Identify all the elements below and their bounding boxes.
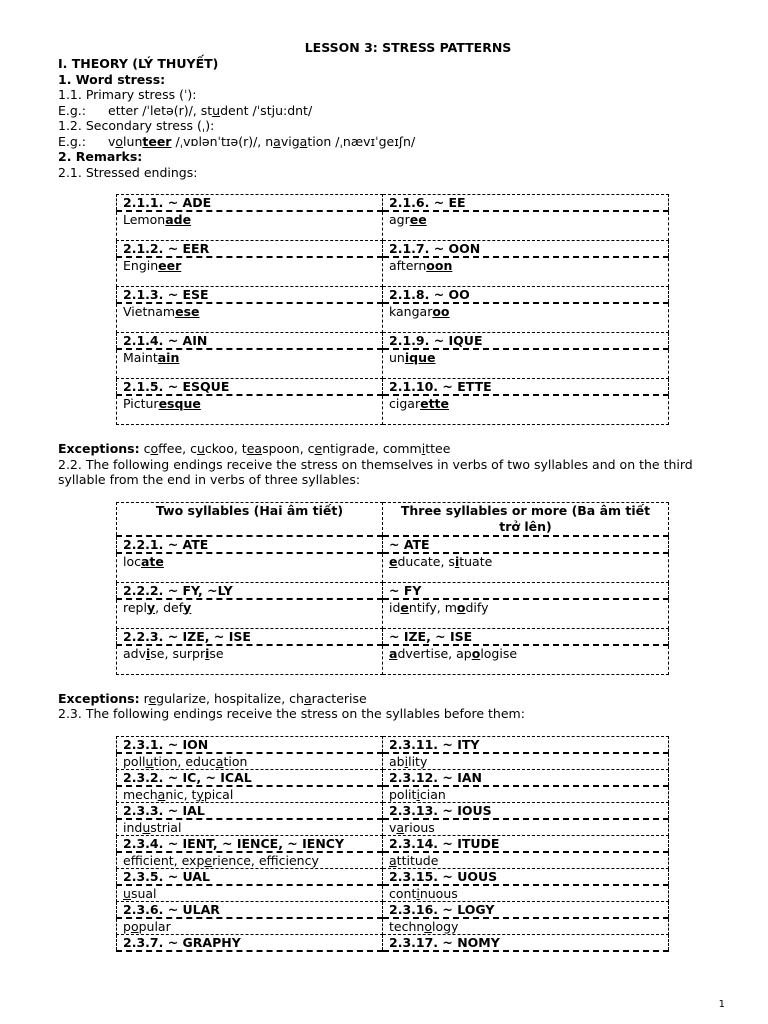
- table-header-row: [117, 868, 669, 885]
- lesson-title: LESSON 3: STRESS PATTERNS: [304, 40, 512, 55]
- text-segment: ntify, m: [408, 599, 457, 615]
- text-segment: ette: [420, 396, 449, 411]
- table-header-row: [117, 379, 669, 396]
- text-segment: i: [205, 645, 210, 661]
- text-segment: o: [456, 599, 466, 615]
- ending-heading: ~ ATE: [383, 536, 669, 553]
- text-segment: a: [303, 690, 312, 706]
- text-segment: loc: [123, 553, 141, 569]
- text-segment: i: [404, 753, 409, 769]
- text-segment: nuous: [419, 885, 458, 901]
- table-example-row: [117, 645, 669, 675]
- text-segment: ade: [165, 212, 192, 227]
- text-segment: u: [145, 753, 154, 769]
- text-segment: ducate, s: [397, 553, 455, 569]
- paragraph-2-2-line1: 2.2. The following endings receive the stress on themselves in verbs of two syllables and on the third: [58, 456, 693, 472]
- example-word: [383, 211, 669, 241]
- text-segment: u: [196, 441, 205, 456]
- secondary-stress-label: 1.2. Secondary stress (ˌ):: [58, 118, 215, 133]
- exceptions-1: [58, 441, 718, 457]
- exceptions-1-text: [140, 441, 451, 456]
- ending-heading: 2.3.2. ~ IC, ~ ICAL: [117, 769, 383, 786]
- text-segment: ea: [246, 441, 263, 456]
- example-word: [117, 349, 383, 379]
- table-header-row: [117, 628, 669, 645]
- text-segment: a: [215, 753, 224, 769]
- text-segment: e: [204, 852, 213, 868]
- text-segment: racterise: [311, 690, 367, 706]
- text-segment: Pictur: [123, 396, 159, 411]
- text-segment: se, surpr: [150, 645, 206, 661]
- text-segment: logise: [480, 645, 518, 661]
- table-header-row: [117, 736, 669, 753]
- text-segment: tter /ˈletə(r)/, st: [115, 102, 213, 118]
- text-segment: techn: [389, 918, 425, 934]
- example-word: [383, 819, 669, 836]
- ending-heading: 2.1.4. ~ AIN: [117, 333, 383, 350]
- text-segment: polit: [389, 786, 417, 802]
- table-header-row: [117, 901, 669, 918]
- text-segment: o: [150, 441, 159, 456]
- text-segment: v: [389, 819, 397, 835]
- text-segment: tion /ˌnævɪˈgeɪʃn/: [307, 133, 416, 149]
- table-example-row: [117, 885, 669, 902]
- text-segment: i: [454, 553, 460, 569]
- ending-heading: 2.3.6. ~ ULAR: [117, 901, 383, 918]
- text-segment: a: [299, 133, 308, 149]
- text-segment: se: [209, 645, 224, 661]
- ending-heading: 2.3.16. ~ LOGY: [383, 901, 669, 918]
- text-segment: u: [142, 819, 151, 835]
- table-example-row: [117, 257, 669, 287]
- remarks-heading: 2. Remarks:: [58, 149, 143, 164]
- text-segment: strial: [150, 819, 182, 835]
- text-segment: poll: [123, 753, 146, 769]
- text-segment: pical: [203, 786, 234, 802]
- ending-heading: 2.3.14. ~ ITUDE: [383, 835, 669, 852]
- ending-heading: ~ FY: [383, 582, 669, 599]
- table-header-row: [117, 934, 669, 951]
- example-word: [117, 303, 383, 333]
- text-segment: Vietnam: [123, 304, 176, 319]
- table-example-row: [117, 599, 669, 629]
- example-word: [383, 257, 669, 287]
- ending-heading: 2.1.2. ~ EER: [117, 241, 383, 258]
- text-segment: tuate: [459, 553, 493, 569]
- col-head-two-syllables: Two syllables (Hai âm tiết): [117, 502, 383, 536]
- text-segment: ese: [175, 304, 200, 319]
- table-header-row: [117, 536, 669, 553]
- text-segment: cian: [419, 786, 446, 802]
- ending-heading: 2.1.1. ~ ADE: [117, 195, 383, 212]
- ending-heading: 2.1.8. ~ OO: [383, 287, 669, 304]
- ending-heading: 2.3.5. ~ UAL: [117, 868, 383, 885]
- eg-label: E.g.:: [58, 102, 86, 118]
- page-number: 1: [718, 999, 725, 1010]
- text-segment: agr: [389, 212, 410, 227]
- table-header-row: [117, 835, 669, 852]
- verb-endings-table: [116, 502, 669, 675]
- text-segment: vig: [280, 133, 300, 149]
- table-header-row: [117, 287, 669, 304]
- example-word: [383, 599, 669, 629]
- text-segment: i: [146, 645, 151, 661]
- example-word: [383, 786, 669, 803]
- example-word: [117, 819, 383, 836]
- text-segment: y: [183, 599, 192, 615]
- text-segment: ttee: [425, 441, 451, 456]
- text-segment: ttitude: [396, 852, 439, 868]
- ending-heading: 2.1.9. ~ IQUE: [383, 333, 669, 350]
- text-segment: id: [389, 599, 401, 615]
- text-segment: oon: [426, 258, 453, 273]
- example-word: [383, 918, 669, 935]
- text-segment: a: [396, 819, 405, 835]
- example-word: [117, 553, 383, 583]
- text-segment: o: [471, 645, 481, 661]
- word-stress-heading: 1. Word stress:: [58, 71, 166, 87]
- example-word: [383, 349, 669, 379]
- ending-heading: 2.3.17. ~ NOMY: [383, 934, 669, 951]
- ending-heading: 2.3.4. ~ IENT, ~ IENCE, ~ IENCY: [117, 835, 383, 852]
- table-example-row: [117, 753, 669, 770]
- text-segment: ffee, c: [158, 441, 197, 456]
- text-segment: mech: [123, 786, 158, 802]
- table-header-row: [117, 802, 669, 819]
- example-word: [117, 852, 383, 869]
- text-segment: /ˌvɒlənˈtɪə(r)/, n: [171, 133, 274, 149]
- ending-heading: 2.3.12. ~ IAN: [383, 769, 669, 786]
- ending-heading: 2.1.7. ~ OON: [383, 241, 669, 258]
- paragraph-2-2-line2: syllable from the end in verbs of three syllables:: [58, 472, 361, 487]
- text-segment: aftern: [389, 258, 427, 273]
- text-segment: tion, educ: [153, 753, 216, 769]
- ending-heading: 2.1.5. ~ ESQUE: [117, 379, 383, 396]
- example-word: [383, 303, 669, 333]
- text-segment: Maint: [123, 350, 158, 365]
- table-example-row: [117, 349, 669, 379]
- text-segment: Lemon: [123, 212, 166, 227]
- ending-heading: 2.2.2. ~ FY, ~LY: [117, 582, 383, 599]
- paragraph-2-3: 2.3. The following endings receive the stress on the syllables before them:: [58, 706, 525, 721]
- example-word: [117, 753, 383, 770]
- example-word: [117, 885, 383, 902]
- example-word: [383, 753, 669, 770]
- text-segment: cont: [389, 885, 417, 901]
- text-segment: Engin: [123, 258, 159, 273]
- text-segment: v: [107, 133, 116, 149]
- table-example-row: [117, 395, 669, 425]
- text-segment: e: [389, 553, 398, 569]
- example-word: [117, 645, 383, 675]
- text-segment: i: [416, 786, 420, 802]
- text-segment: ntigrade, comm: [322, 441, 422, 456]
- text-segment: lun: [123, 133, 143, 149]
- example-word: [117, 918, 383, 935]
- exceptions-2-text: [140, 691, 367, 706]
- text-segment: cigar: [389, 396, 421, 411]
- text-segment: p: [123, 918, 131, 934]
- example-secondary: [58, 134, 718, 150]
- text-segment: u: [123, 885, 131, 901]
- text-segment: esque: [158, 396, 201, 411]
- text-segment: logy: [431, 918, 459, 934]
- text-segment: e: [107, 102, 116, 118]
- text-segment: a: [389, 852, 397, 868]
- example-word: [383, 885, 669, 902]
- text-segment: kangar: [389, 304, 433, 319]
- text-segment: rience, eff: [212, 852, 279, 868]
- stressed-endings-label: 2.1. Stressed endings:: [58, 164, 198, 180]
- example-secondary-text: [108, 134, 415, 149]
- text-segment: eff: [123, 852, 143, 868]
- text-segment: ciency: [278, 852, 319, 868]
- ending-heading: 2.3.11. ~ ITY: [383, 736, 669, 753]
- example-word: [383, 645, 669, 675]
- text-segment: dent /ˈstju:dnt/: [220, 102, 313, 118]
- eg-label: E.g.:: [58, 133, 86, 149]
- text-segment: eer: [158, 258, 182, 273]
- ending-heading: 2.3.15. ~ UOUS: [383, 868, 669, 885]
- text-segment: e: [314, 441, 323, 456]
- ending-heading: 2.3.3. ~ IAL: [117, 802, 383, 819]
- text-segment: ique: [404, 350, 436, 365]
- ending-heading: 2.1.3. ~ ESE: [117, 287, 383, 304]
- text-segment: , def: [155, 599, 184, 615]
- text-segment: o: [130, 918, 139, 934]
- text-segment: ckoo, t: [204, 441, 247, 456]
- text-segment: repl: [123, 599, 147, 615]
- text-segment: e: [148, 690, 157, 706]
- text-segment: a: [273, 133, 281, 149]
- text-segment: o: [424, 918, 432, 934]
- text-segment: rious: [404, 819, 435, 835]
- primary-stress-label: 1.1. Primary stress (ˈ):: [58, 87, 197, 102]
- table-example-row: [117, 786, 669, 803]
- ending-heading: 2.1.10. ~ ETTE: [383, 379, 669, 396]
- text-segment: u: [212, 102, 221, 118]
- ending-heading: 2.3.13. ~ IOUS: [383, 802, 669, 819]
- text-segment: adv: [123, 645, 146, 661]
- example-word: [383, 553, 669, 583]
- theory-heading: I. THEORY (LÝ THUYẾT): [58, 56, 219, 71]
- table-header-row: [117, 333, 669, 350]
- text-segment: a: [157, 786, 166, 802]
- text-segment: ate: [141, 553, 164, 569]
- example-word: [117, 786, 383, 803]
- example-primary-text: [108, 103, 312, 118]
- text-segment: ee: [409, 212, 427, 227]
- text-segment: e: [400, 599, 409, 615]
- example-primary: [58, 103, 718, 119]
- text-segment: lity: [408, 753, 428, 769]
- text-segment: nic, t: [165, 786, 197, 802]
- table-header-row: [117, 769, 669, 786]
- ending-heading: 2.2.3. ~ IZE, ~ ISE: [117, 628, 383, 645]
- ending-heading: 2.3.1. ~ ION: [117, 736, 383, 753]
- table-header-row: [117, 195, 669, 212]
- exceptions-label: Exceptions:: [58, 441, 140, 456]
- ending-heading: 2.2.1. ~ ATE: [117, 536, 383, 553]
- table-header-row: [117, 582, 669, 599]
- text-segment: sual: [130, 885, 157, 901]
- text-segment: ind: [123, 819, 143, 835]
- document-page: [58, 40, 718, 952]
- table-example-row: [117, 303, 669, 333]
- ending-heading: 2.3.7. ~ GRAPHY: [117, 934, 383, 951]
- text-segment: a: [389, 645, 398, 661]
- exceptions-label: Exceptions:: [58, 690, 140, 706]
- table-example-row: [117, 852, 669, 869]
- table-example-row: [117, 211, 669, 241]
- text-segment: i: [421, 441, 426, 456]
- text-segment: y: [146, 599, 156, 615]
- ending-heading: ~ IZE, ~ ISE: [383, 628, 669, 645]
- example-word: [117, 211, 383, 241]
- example-word: [383, 852, 669, 869]
- stressed-endings-table: [116, 194, 669, 425]
- table-example-row: [117, 553, 669, 583]
- text-segment: y: [196, 786, 204, 802]
- text-segment: ain: [157, 350, 180, 365]
- text-segment: dify: [465, 599, 489, 615]
- text-segment: pular: [138, 918, 171, 934]
- text-segment: o: [115, 133, 124, 149]
- text-segment: teer: [142, 133, 172, 149]
- text-segment: ab: [389, 753, 405, 769]
- text-segment: cient, exp: [142, 852, 205, 868]
- exceptions-2: [58, 691, 718, 707]
- text-segment: tion: [223, 753, 248, 769]
- text-segment: dvertise, ap: [397, 645, 472, 661]
- text-segment: i: [416, 885, 420, 901]
- example-word: [383, 395, 669, 425]
- text-segment: un: [389, 350, 405, 365]
- text-segment: gularize, hospitalize, ch: [156, 690, 304, 706]
- text-segment: spoon, c: [262, 441, 315, 456]
- text-segment: c: [139, 441, 151, 456]
- ending-heading: 2.1.6. ~ EE: [383, 195, 669, 212]
- table-header-row: [117, 241, 669, 258]
- col-head-three-syllables: Three syllables or more (Ba âm tiết trở lên): [383, 502, 669, 536]
- text-segment: r: [139, 690, 149, 706]
- text-segment: oo: [432, 304, 450, 319]
- example-word: [117, 395, 383, 425]
- table-example-row: [117, 819, 669, 836]
- example-word: [117, 599, 383, 629]
- table-example-row: [117, 918, 669, 935]
- example-word: [117, 257, 383, 287]
- pre-stress-endings-table: [116, 736, 669, 952]
